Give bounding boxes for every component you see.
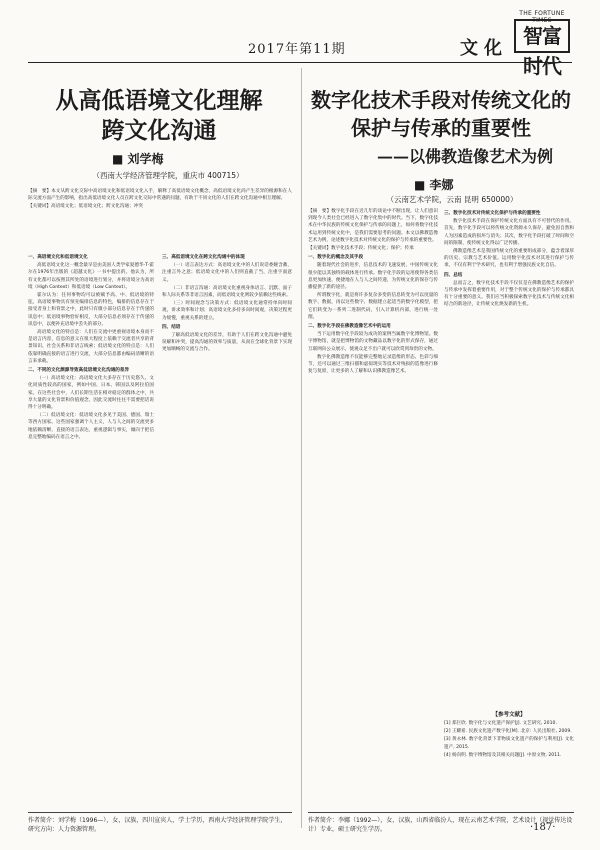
- right-article-title-line1: 数字化技术手段对传统文化的: [311, 88, 571, 112]
- paragraph: 随着现代社会的进步，信息技术的飞速发展，中国传统文化很少能以其独特的载体进行传承。数字化手段的运用使得各类信息更加快速、便捷地在人与人之间传递，为传统文化的保存与传播提供了新的途径。: [308, 263, 438, 291]
- right-article-column-1: [308, 208, 438, 808]
- references-list: [444, 720, 574, 808]
- brand-english-name: THE FORTUNE TIMES: [519, 10, 565, 24]
- paragraph: 数字化技术手段在保护传统文化方面具有不可替代的作用。首先，数字化手段可以将传统文化资源永久保存，避免因自然和人为因素造成的损坏与消失；其次，数字化手段打破了时间和空间的限制，使传统文化得以广泛传播。: [444, 219, 574, 246]
- left-article-affiliation: （西南大学经济管理学院，重庆市 400715）: [92, 171, 244, 180]
- left-article-title-line1: 从高低语境文化理解: [55, 87, 263, 114]
- right-article-author: ■ 李娜: [414, 178, 454, 192]
- section-heading: 四、结语: [162, 324, 181, 330]
- left-article-abstract: 【摘 要】本文从跨文化交际中高语境文化和低语境文化入手，解释了高低语境文化概念，高低语境文化尚产生差异的根源和在人际交流方面产生的影响，指出高低语境文化人员在跨文化交际中常遇的问题，有助于不同文化的人们在跨文化沟通中相互理解。: [28, 189, 292, 202]
- right-article-abstract: 【摘 要】数字化手段在近几年的谈论中不断出现，让人们意识到现今人类社会已经进入了数字化集中的时代。当下，数字化技术在中华民族的传统文化保护与传承的问题上，如何将数字化技术运用到传统文化中，是我们需要思考的问题。本文以佛教造像艺术为例，论述数字化技术对传统文化的保护与传承的重要性。: [308, 209, 438, 243]
- brand-logo-mark: 智富时代: [514, 19, 570, 53]
- reference-item: [3] 黄永林. 数字化背景下非物质文化遗产的保护与利用[J]. 文化遗产, 2015.: [444, 737, 574, 750]
- paragraph: 所谓数字化，就是将许多复杂多变的信息转变为可以度量的数字、数据，再以这些数字、数据建立起适当的数字化模型，把它们转变为一系列二进制代码，引入计算机内部，进行统一处理。: [308, 293, 438, 320]
- reference-item: [4] 杨向明. 数字博物馆及其相关问题[J]. 中原文物, 2011.: [444, 752, 562, 758]
- paragraph: 佛教造像艺术是我国传统文化的重要组成部分，蕴含着深厚的历史、宗教与艺术价值。运用数字化技术对其进行保护与传承，不仅有利于学术研究，也有利于增强民族文化自信。: [444, 249, 574, 269]
- references-title: 【参考文献】: [492, 712, 526, 718]
- section-heading: 二、不同的文化渊源导致高低语境文化沟通的差异: [28, 368, 130, 374]
- section-heading: 三、数字化技术对传统文化保护与传承的重要性: [444, 211, 541, 216]
- left-article-author: ■ 刘学梅: [112, 152, 164, 166]
- right-article-keywords: 【关键词】数字化技术手段；传统文化；保护；传承: [308, 246, 414, 252]
- left-article-title-line2: 跨文化沟通: [101, 117, 217, 144]
- paragraph: （二）非语言沟通：高语境文化重视身体语言、沉默、面子和人际关系等非语言因素，而低语境文化则较少依赖这些线索。: [162, 285, 292, 299]
- section-heading: 一、高语境文化和低语境文化: [28, 255, 88, 260]
- brand-logo: [514, 10, 570, 78]
- paragraph: 高低语境文化这一概念最早是由美国人类学家爱德华·T·霍尔在1976年出版的《超越文化》一书中提出的。他认为，所有文化都可以按照其所处的语境进行划分，并将语境分为高语境（High Context）和低语境（Low Context）。: [28, 263, 154, 290]
- paragraph: （一）高语境文化：高语境文化大多存在于历史悠久、文化同质性较高的国家，例如中国、日本、韩国以及阿拉伯国家。在这些社会中，人们长期生活在相对稳定的群体之中，共享大量的文化背景和价值观念，因此交流时往往不需要把话说得十分明确。: [28, 376, 154, 411]
- paragraph: 数字化佛教造像不仅能够完整地记录造像的形态、色彩与细节，还可以通过三维扫描和虚拟现实等技术对残损的造像进行修复与复原，让更多的人了解和认识佛教造像艺术。: [308, 354, 438, 375]
- section-heading: 四、总结: [444, 272, 463, 278]
- left-article-abstract-block: [28, 188, 292, 248]
- paragraph: （一）语言表达方式：高语境文化中的人们说话委婉含蓄，注重言外之意；低语境文化中的人们则直截了当，注重字面意义。: [162, 263, 292, 283]
- reference-item: [2] 王耀希. 民族文化遗产数字化[M]. 北京: 人民出版社, 2009.: [444, 729, 572, 735]
- section-heading: 三、高低语境文化在跨文化沟通中的体现: [162, 255, 245, 260]
- right-article-author-bio: 作者简介：李娜（1992—），女，汉族，山西省临汾人，现在云南艺术学院，艺术设计（视觉传达设计）专业，硕士研究生学历。: [308, 817, 573, 833]
- paragraph: 高语境文化的特点是：人们在交流中更重视语境本身而不是语言内容，信息的意义在很大程度上依赖于交流者共享的背景知识、社会关系和非语言线索；低语境文化的特点是：人们依靠明确直接的语言进行交流，大部分信息都由编码清晰的语言来承载。: [28, 330, 154, 364]
- left-article-keywords: 【关键词】高语境文化；低语境文化；跨文化沟通；冲突: [28, 204, 143, 210]
- right-bio-rule: [308, 812, 574, 813]
- right-article-subtitle: ——以佛教造像艺术为例: [376, 147, 553, 166]
- reference-item: [1] 郑巨欣. 数字化与文化遗产保护[J]. 文艺研究, 2010.: [444, 721, 557, 726]
- section-heading: 一、数字化的概念及其手段: [308, 255, 364, 261]
- issue-label: 2017年第11期: [248, 42, 346, 57]
- left-bio-rule: [28, 812, 292, 813]
- left-article-column-2: [162, 252, 292, 812]
- right-article-affiliation: （云南艺术学院，云南 昆明 650000）: [386, 195, 518, 204]
- page-number: ·187·: [530, 822, 556, 833]
- header-rule: [28, 62, 572, 63]
- right-article-column-2: [444, 208, 574, 648]
- section-label: 文化: [460, 38, 508, 59]
- paragraph: （二）低语境文化：低语境文化多见于美国、德国、瑞士等西方国家。这些国家强调个人主义，人与人之间的交流更多地依赖清晰、直接的语言表达，重视逻辑与事实，倾向于把信息完整地编码在语言之中。: [28, 413, 154, 440]
- paragraph: 了解高低语境文化的差异，有助于人们在跨文化沟通中避免误解和冲突，提高沟通的效率与质量，从而在全球化背景下实现更加顺畅的交流与合作。: [162, 333, 292, 353]
- column-divider: [301, 68, 302, 828]
- paragraph: 当下运用数字化手段较为成功的案例当属数字化博物馆。数字博物馆，就是把博物馆的文物藏品以数字化的形式保存，通过互联网向公众展示，使观众足不出户就可以欣赏到珍贵的文物。: [308, 332, 438, 352]
- left-article-author-bio: 作者简介：刘学梅（1996—），女，汉族，四川宣宾人，学士学历，西南大学经济管理学院学生，研究方向：人力资源管理。: [28, 817, 287, 833]
- paragraph: 总而言之，数字化技术手段不仅仅是在佛教造像艺术的保护与传承中发挥着重要作用，对于整个传统文化的保护与传承都具有十分重要的意义。我们应当积极探索数字化技术与传统文化相结合的新途径，让传统文化焕发新的生机。: [444, 280, 574, 308]
- paragraph: （三）时间观念与决策方式：低语境文化通常持单向时间观，讲求效率和计划；高语境文化多持多向时间观，决策过程更为缓慢，重视关系的建立。: [162, 301, 292, 321]
- left-article-column-1: [28, 252, 154, 812]
- paragraph: 霍尔认为：任何事物均可以被赋予高、中、低语境的特征。高语境事物具有预先编排信息的特色，编排的信息存在于接受者身上和背景之中，此时只有微小部分信息存在于传递的讯息中；低语境事物恰好相反，大部分信息必须存在于传递的讯息中，以便补充语境中丢失的部分。: [28, 293, 154, 327]
- section-heading: 二、数字化手段在佛教造像艺术中的运用: [308, 324, 391, 330]
- right-article-title-line2: 保护与传承的重要性: [351, 116, 531, 140]
